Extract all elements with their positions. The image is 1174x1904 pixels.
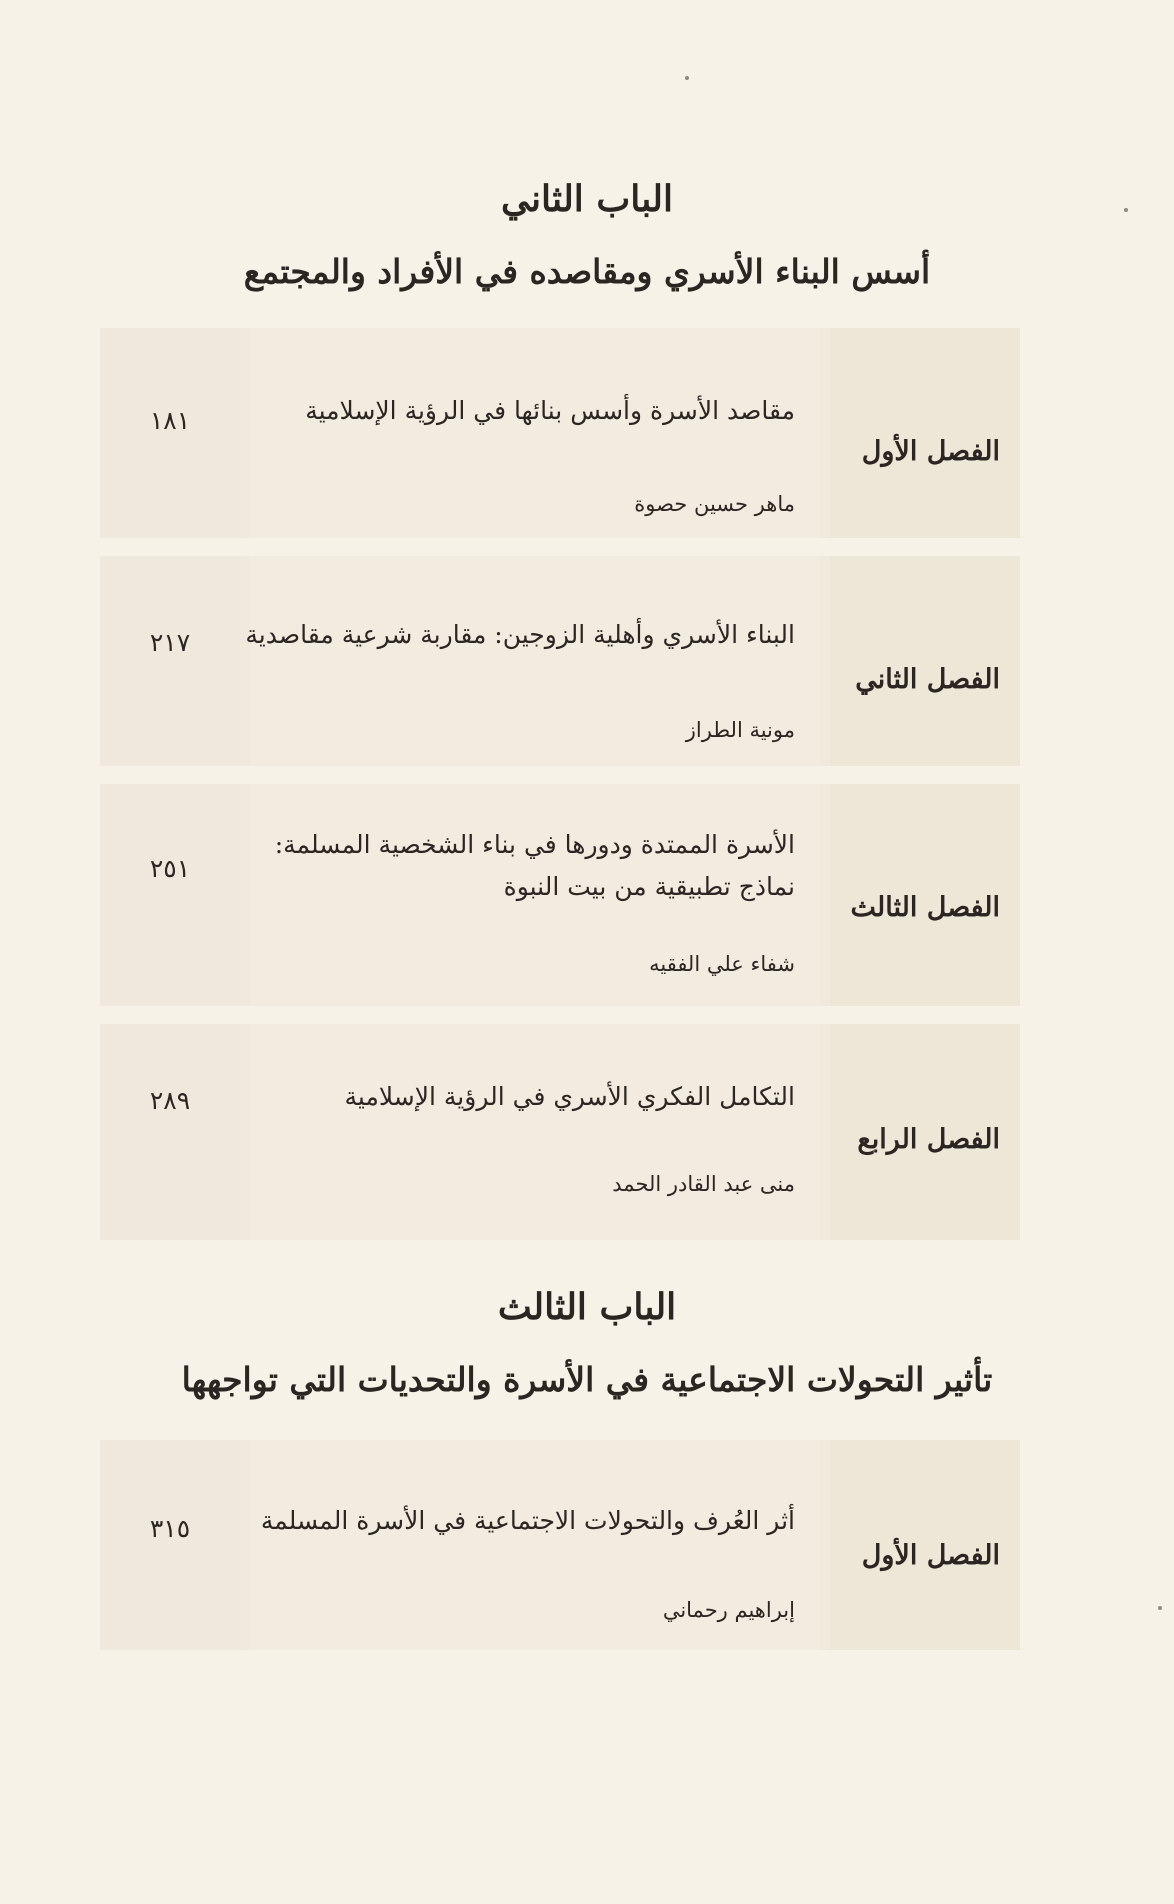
part-title: الباب الثالث: [497, 1286, 677, 1328]
chapter-label: الفصل الثاني: [855, 664, 1000, 695]
chapter-row: [100, 556, 1020, 766]
chapter-title: الأسرة الممتدة ودورها في بناء الشخصية المسلمة: نماذج تطبيقية من بيت النبوة: [274, 830, 795, 901]
page-number: ٢١٧: [149, 628, 191, 657]
label-cell: [830, 328, 1020, 538]
page-cell: [100, 1440, 240, 1650]
chapter-label: الفصل الرابع: [857, 1124, 1000, 1155]
chapter-author: ماهر حسين حصوة: [634, 492, 795, 516]
page-cell: [100, 1024, 240, 1240]
label-cell: [830, 556, 1020, 766]
chapter-title: مقاصد الأسرة وأسس بنائها في الرؤية الإسلامية: [305, 396, 795, 425]
page-cell: [100, 784, 240, 1006]
page-number: ٢٨٩: [149, 1086, 191, 1115]
chapter-row: [100, 1024, 1020, 1240]
title-cell: [250, 1024, 820, 1240]
dust-speck: [685, 76, 689, 80]
page-number: ٣١٥: [149, 1514, 191, 1543]
chapter-author: منى عبد القادر الحمد: [612, 1172, 795, 1196]
page-number: ١٨١: [149, 406, 191, 435]
dust-speck: [1158, 1606, 1162, 1610]
chapter-row: [100, 328, 1020, 538]
chapter-label: الفصل الأول: [861, 1540, 1000, 1571]
chapter-row: [100, 1440, 1020, 1650]
chapter-author: مونية الطراز: [685, 718, 795, 742]
part-subtitle: أسس البناء الأسري ومقاصده في الأفراد والمجتمع: [243, 252, 931, 291]
chapter-label: الفصل الأول: [861, 436, 1000, 467]
chapter-author: إبراهيم رحماني: [662, 1598, 795, 1622]
part-title: الباب الثاني: [500, 178, 674, 220]
chapter-author: شفاء علي الفقيه: [649, 952, 795, 976]
chapter-label: الفصل الثالث: [850, 892, 1000, 923]
chapter-row: [100, 784, 1020, 1006]
chapter-title: التكامل الفكري الأسري في الرؤية الإسلامية: [344, 1082, 795, 1111]
page-number: ٢٥١: [149, 854, 191, 883]
part-subtitle: تأثير التحولات الاجتماعية في الأسرة والتحديات التي تواجهها: [181, 1360, 993, 1399]
chapter-title: أثر العُرف والتحولات الاجتماعية في الأسرة المسلمة: [260, 1506, 795, 1535]
page-cell: [100, 556, 240, 766]
chapter-title: البناء الأسري وأهلية الزوجين: مقاربة شرعية مقاصدية: [245, 620, 795, 649]
